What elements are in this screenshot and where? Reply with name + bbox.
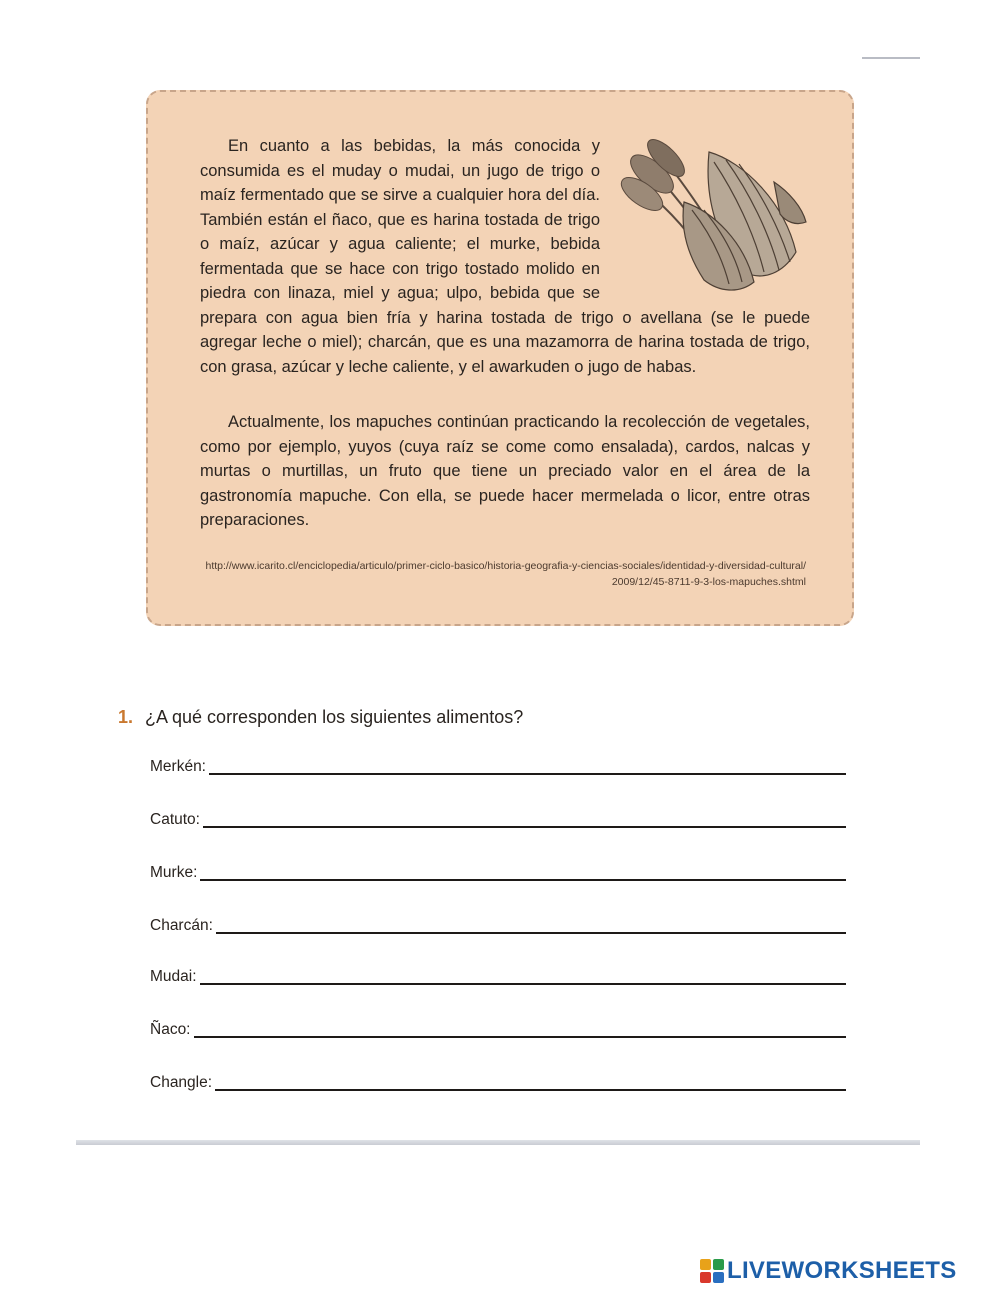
answer-input-murke[interactable] [200, 877, 846, 881]
answer-label: Changle: [150, 1074, 213, 1091]
answer-label: Catuto: [150, 811, 200, 828]
top-divider [862, 57, 920, 59]
answer-row-merken [150, 752, 846, 778]
question-text: ¿A qué corresponden los siguientes alimentos? [145, 707, 524, 727]
answer-input-merken[interactable] [209, 771, 846, 775]
bottom-divider [76, 1140, 920, 1145]
reading-paragraph-2: Actualmente, los mapuches continúan practicando la recolección de vegetales, como por ejemplo, yuyos (cuya raíz se come como ensalada), cardos, nalcas y murtas o murtillas, un fruto que tiene un preciado valor en el área de la gastronomía mapuche. Con ella, se puede hacer mermelada o licor, entre otras preparaciones. [200, 413, 810, 529]
brand-name: LIVEWORKSHEETS [727, 1257, 957, 1284]
answer-label: Ñaco: [150, 1021, 191, 1038]
answer-input-charcan[interactable] [216, 930, 846, 934]
answer-label: Charcán: [150, 917, 213, 934]
answer-row-mudai [150, 962, 846, 988]
paragraph-1-text: En cuanto a las bebidas, la más conocida y consumida es el muday o mudai, un jugo de trigo o maíz fermentado que se sirve a cualquier hora del día. También están el ñaco, que es harina tostada de trigo o maíz, azúcar y agua caliente; el murke, bebida fermentada que se hace con trigo tostado molido en piedra con linaza, miel y agua; ulpo, bebida que se prepara con agua bien fría y harina tostada de trigo o avellana (se le puede agregar leche o miel); charcán, que es una mazamorra de harina tostada de trigo, con grasa, azúcar y leche caliente, y el awarkuden o jugo de habas. [200, 137, 810, 376]
answer-label: Mudai: [150, 968, 197, 985]
answer-row-charcan [150, 911, 846, 937]
answer-input-mudai[interactable] [200, 981, 846, 985]
answer-input-naco[interactable] [194, 1034, 847, 1038]
reading-paragraph-1 [200, 134, 810, 379]
liveworksheets-logo-icon [700, 1259, 724, 1283]
answer-row-catuto [150, 805, 846, 831]
answer-row-naco [150, 1015, 846, 1041]
answer-label: Merkén: [150, 758, 206, 775]
question-number: 1. [118, 707, 134, 727]
wheat-and-corn-illustration [614, 122, 810, 300]
question-1 [118, 705, 818, 729]
answer-row-changle [150, 1068, 846, 1094]
source-url[interactable]: http://www.icarito.cl/enciclopedia/articulo/primer-ciclo-basico/historia-geografia-y-ciencias-sociales/identidad-y-diversidad-cultural/2009/12/45-8711-9-3-los-mapuches.shtml [205, 560, 806, 588]
answer-label: Murke: [150, 864, 198, 881]
liveworksheets-brand[interactable] [700, 1258, 957, 1284]
answer-input-catuto[interactable] [203, 824, 846, 828]
answer-input-changle[interactable] [215, 1087, 846, 1091]
answer-row-murke [150, 858, 846, 884]
reading-box [146, 90, 854, 626]
